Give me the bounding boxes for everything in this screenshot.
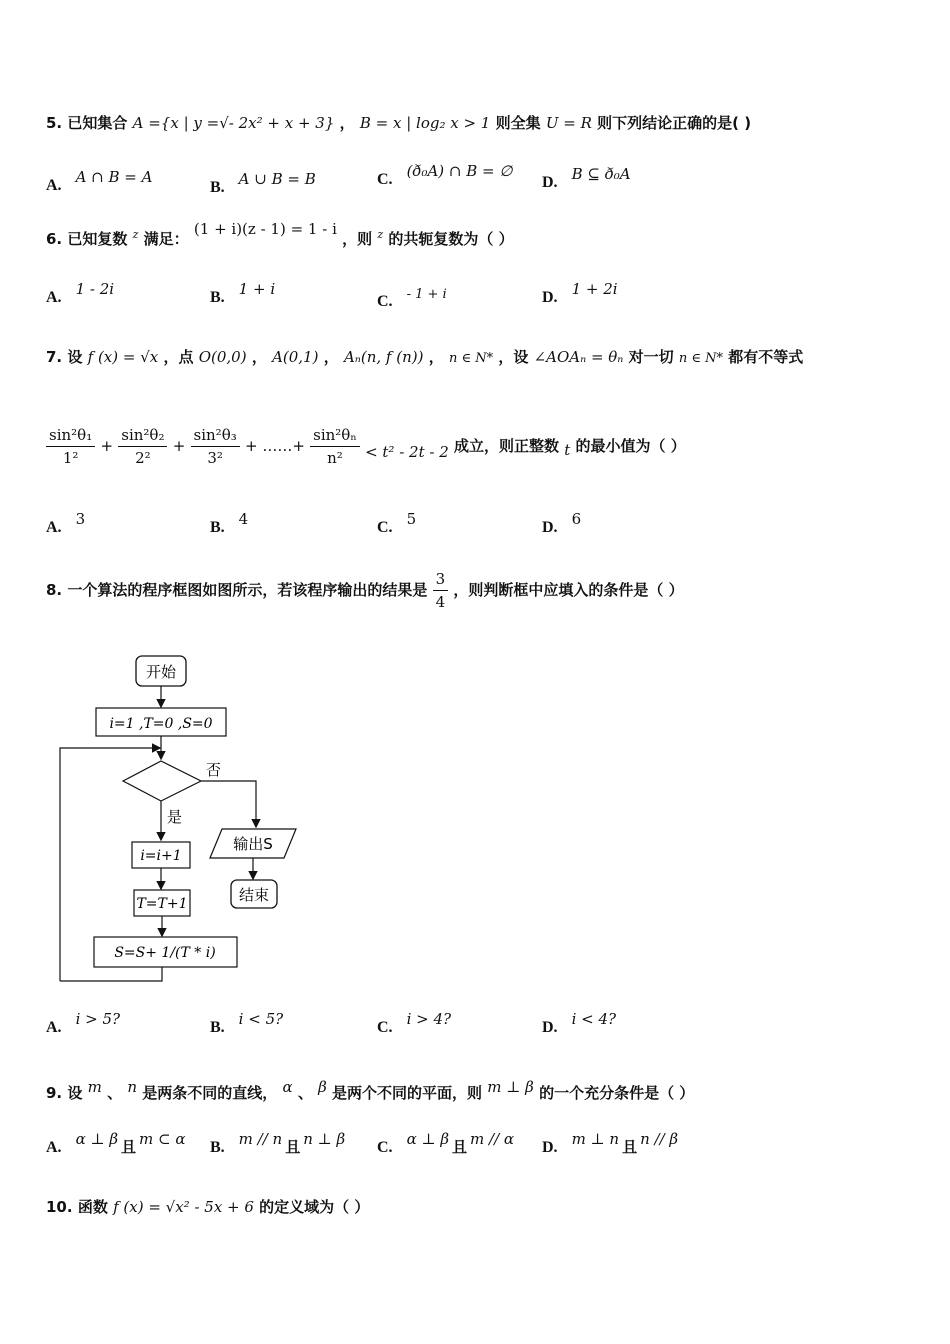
q5-option-c[interactable]: C. (ð₀A) ∩ B = ∅ [377,162,513,188]
decision-diamond [123,761,201,801]
flowchart [40,648,310,988]
start-label: 开始 [145,663,177,681]
set-a-formula: A ={x | y =√- 2x² + x + 3} [132,114,335,132]
q9-option-c[interactable]: C. α ⊥ β 且 m // α [377,1130,515,1156]
fraction-1: $\frac{\text{sin²θ₁}}{\text{1²}}$ [46,426,95,467]
q5-option-b[interactable]: B. A ∪ B = B [210,170,316,196]
fraction-3: $\frac{\text{sin²θ₃}}{\text{3²}}$ [191,426,240,467]
q8-option-b[interactable]: B. i < 5? [210,1010,284,1036]
q7-option-b[interactable]: B. 4 [210,510,249,536]
increment-t-label: T=T+1 [136,896,188,912]
no-label: 否 [206,761,222,779]
q9-option-d[interactable]: D. m ⊥ n 且 n // β [542,1130,679,1156]
question-7: 7. 设 f (x) = √x ，点 O(0,0) ， A(0,1) ， Aₙ(n, f (n)) ， n ∈ N* ，设 ∠AOAₙ = θₙ 对一切 n ∈ N* 都有不等式 [46,348,804,366]
question-5: 5. 已知集合 A ={x | y =√- 2x² + x + 3} ， B = x | log₂ x > 1 则全集 U = R 则下列结论正确的是( ) [46,114,752,132]
fraction-3-4: $\frac{3}{4}$ [433,570,449,611]
question-number: 6. [46,230,63,248]
question-number: 8. [46,581,63,599]
question-number: 10. [46,1198,73,1216]
question-6: 6. 已知复数 $^z$ 满足： (1 + i)(z - 1) = 1 - i ，则 $^z$ 的共轭复数为（ ） [46,220,514,248]
question-number: 5. [46,114,63,132]
end-label: 结束 [238,886,270,904]
q7-option-c[interactable]: C. 5 [377,510,417,536]
increment-i-label: i=i+1 [140,848,182,864]
fraction-2: $\frac{\text{sin²θ₂}}{\text{2²}}$ [118,426,167,467]
q9-option-a[interactable]: A. α ⊥ β 且 m ⊂ α [46,1130,186,1156]
q9-option-b[interactable]: B. m // n 且 n ⊥ β [210,1130,346,1156]
q7-option-a[interactable]: A. 3 [46,510,86,536]
update-s-label: S=S+ 1/(T * i) [114,945,216,961]
q6-option-c[interactable]: C. - 1 + i [377,287,447,310]
init-label: i=1 ,T=0 ,S=0 [109,716,213,732]
output-label: 输出S [233,835,273,853]
q6-option-b[interactable]: B. 1 + i [210,280,276,306]
question-9: 9. 设 $^m$ 、 $^n$ 是两条不同的直线， $^\alpha$ 、 $^\beta$ 是两个不同的平面，则 $^{m \perp \beta}$ 的一个充分条件是（ ） [46,1078,695,1102]
q8-option-a[interactable]: A. i > 5? [46,1010,121,1036]
function-formula: f (x) = √x² - 5x + 6 [113,1198,254,1216]
q5-option-a[interactable]: A. A ∩ B = A [46,168,153,194]
q6-option-a[interactable]: A. 1 - 2i [46,280,115,306]
yes-label: 是 [167,808,183,826]
q8-option-c[interactable]: C. i > 4? [377,1010,452,1036]
q6-option-d[interactable]: D. 1 + 2i [542,280,618,306]
set-b-formula: B = x | log₂ x > 1 [359,114,491,132]
q8-option-d[interactable]: D. i < 4? [542,1010,617,1036]
question-number: 9. [46,1084,63,1102]
question-number: 7. [46,348,63,366]
inequality-line: $\frac{\text{sin²θ₁}}{\text{1²}}$ + $\frac{\text{sin²θ₂}}{\text{2²}}$ + $\frac{\text{sin²θ₃}}{\text{3²}}$ + ……+ $\frac{\text{sin²θₙ}}{\text{n²}}$ < t² - 2t - 2 成立，则正整数 t 的最小值为（ ） [46,426,686,467]
question-10: 10. 函数 f (x) = √x² - 5x + 6 的定义域为（ ） [46,1198,370,1216]
question-8: 8. 一个算法的程序框图如图所示，若该程序输出的结果是 $\frac{3}{4}$ ，则判断框中应填入的条件是（ ） [46,570,684,611]
q5-option-d[interactable]: D. B ⊆ ð₀A [542,165,631,191]
equation: (1 + i)(z - 1) = 1 - i [193,220,337,238]
fraction-n: $\frac{\text{sin²θₙ}}{\text{n²}}$ [310,426,360,467]
q7-option-d[interactable]: D. 6 [542,510,582,536]
